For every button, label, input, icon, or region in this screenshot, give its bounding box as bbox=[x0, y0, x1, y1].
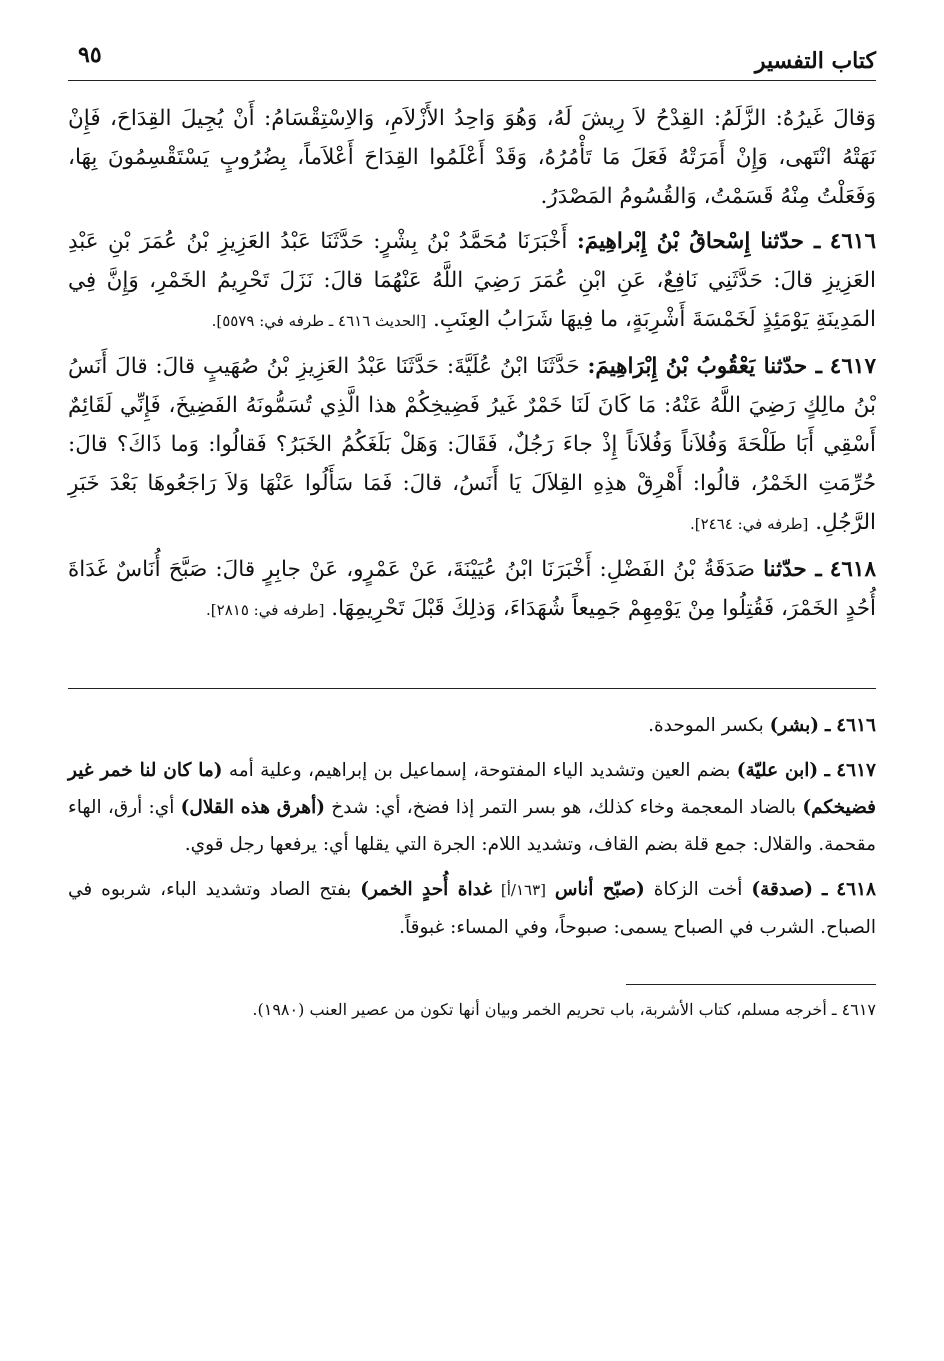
note-number: ٤٦١٨ bbox=[836, 879, 876, 900]
note-term: (بشر) bbox=[769, 715, 820, 736]
footnote-number: ٤٦١٧ bbox=[841, 1000, 876, 1019]
note-text: بفتح الصاد وتشديد الباء، شربوه في الصباح. الشرب في الصباح يسمى: صبوحاً، وفي المساء: غبوقاً. bbox=[68, 879, 876, 938]
footnote-text: ـ أخرجه مسلم، كتاب الأشربة، باب تحريم الخمر وبيان أنها تكون من عصير العنب (١٩٨٠). bbox=[252, 1000, 837, 1019]
hadith-lead: ـ حدّثنا bbox=[763, 557, 822, 582]
footnote bbox=[68, 995, 876, 1025]
chapter-title: كتاب التفسير bbox=[754, 48, 876, 74]
hadith-lead: ـ حدّثنا يَعْقُوبُ بْنُ إِبْرَاهِيمَ: bbox=[587, 354, 822, 379]
intro-paragraph bbox=[68, 99, 876, 216]
note-term: (أهرق هذه القلال) bbox=[180, 797, 325, 818]
note-text: بالضاد المعجمة وخاء كذلك، هو بسر التمر إذا فضخ، أي: شدخ bbox=[331, 797, 797, 818]
note-term: (صدقة) bbox=[751, 879, 814, 900]
note-dash: ـ bbox=[824, 760, 830, 781]
hadith-number: ٤٦١٧ bbox=[829, 354, 876, 379]
note-number: ٤٦١٦ bbox=[836, 715, 876, 736]
note-number: ٤٦١٧ bbox=[836, 760, 876, 781]
book-page bbox=[68, 38, 876, 1338]
hadith-text: صَدَقَةُ بْنُ الفَضْلِ: أَخْبَرَنَا ابْنُ عُيَيْنَةَ، عَنْ عَمْرٍو، عَنْ جابِرٍ قالَ: صَبَّحَ أُنَاسٌ غَدَاةَ أُحُدٍ الخَمْرَ، فَقُتِلُوا مِنْ يَوْمِهِمْ جَمِيعاً شُهَدَاءَ، وَذلِكَ قَبْلَ تَحْرِيمِهَا. bbox=[68, 557, 876, 621]
hadith-reference: [طرفه في: ٢٨١٥]. bbox=[206, 601, 325, 619]
hadith-reference: [طرفه في: ٢٤٦٤]. bbox=[689, 515, 809, 533]
note-text: أي: أرق، الهاء مقحمة. والقلال: جمع قلة بضم القاف، وتشديد اللام: الجرة التي يقلها أي: يرفعها رجل قوي. bbox=[68, 797, 876, 855]
note-text: بكسر الموحدة. bbox=[648, 715, 764, 736]
page-header bbox=[68, 38, 876, 81]
note-term: (ابن عليّة) bbox=[736, 760, 819, 781]
note-dash: ـ bbox=[821, 879, 828, 900]
commentary-separator bbox=[68, 688, 876, 689]
intro-text: وَقالَ غَيرُهُ: الزَّلَمُ: القِدْحُ لاَ رِيشَ لَهُ، وَهُوَ وَاحِدُ الأَزْلاَمِ، وَالاِسْتِقْسَامُ: أَنْ يُجِيلَ القِدَاحَ، فَإِنْ نَهَتْهُ انْتَهى، وَإِنْ أَمَرَتْهُ فَعَلَ مَا تَأْمُرُهُ، وَقَدْ أَعْلَمُوا القِدَاحَ أَعْلاَماً، بِضُرُوبٍ يَسْتَقْسِمُونَ بِهَا، وَفَعَلْتُ مِنْهُ قَسَمْتُ، وَالقُسُومُ المَصْدَرُ. bbox=[68, 106, 876, 209]
hadith-text: حَدَّثَنَا ابْنُ عُلَيَّةَ: حَدَّثَنَا عَبْدُ العَزِيزِ بْنُ صُهَيبٍ قالَ: قالَ أَنَسُ بْنُ مالِكٍ رَضِيَ اللَّهُ عَنْهُ: مَا كَانَ لَنَا خَمْرٌ غَيرُ فَضِيخِكُمْ هذا الَّذِي تُسَمُّونَهُ الفَضِيخَ، فَإِنِّي لَقَائِمٌ أَسْقِي أَبَا طَلْحَةَ وَفُلاَناً وَفُلاَناً إِذْ جاءَ رَجُلٌ، فَقَالَ: وَهَلْ بَلَغَكُمُ الخَبَرُ؟ فَقالُوا: وَما ذَاكَ؟ قالَ: حُرِّمَتِ الخَمْرُ، قالُوا: أَهْرِقْ هذِهِ القِلاَلَ يَا أَنَسُ، قالَ: فَمَا سَأَلُوا عَنْهَا وَلاَ رَاجَعُوهَا بَعْدَ خَبَرِ الرَّجُلِ. bbox=[68, 354, 876, 535]
note-term: (صبّح أناس bbox=[554, 879, 645, 900]
note-text: بضم العين وتشديد الياء المفتوحة، إسماعيل بن إبراهيم، وعلية أمه bbox=[228, 760, 731, 781]
hadith-lead: ـ حدّثنا إِسْحاقُ بْنُ إِبْراهِيمَ: bbox=[576, 229, 821, 254]
hadith-4617 bbox=[68, 347, 876, 544]
hadith-text: أَخْبَرَنَا مُحَمَّدُ بْنُ بِشْرٍ: حَدَّثَنَا عَبْدُ العَزِيزِ بْنُ عُمَرَ بْنِ عَبْدِ العَزِيزِ قالَ: حَدَّثَنِي نَافِعٌ، عَنِ ابْنِ عُمَرَ رَضِيَ اللَّهُ عَنْهُمَا قالَ: نَزَلَ تَحْرِيمُ الخَمْرِ، وَإِنَّ فِي المَدِينَةِ يَوْمَئِذٍ لَخَمْسَةَ أَشْرِبَةٍ، ما فِيهَا شَرَابُ العِنَبِ. bbox=[68, 229, 876, 332]
hadith-number: ٤٦١٦ bbox=[829, 229, 876, 254]
note-4616 bbox=[68, 707, 876, 744]
hadith-number: ٤٦١٨ bbox=[829, 557, 876, 582]
manuscript-reference: [١٦٣/أ] bbox=[500, 881, 546, 899]
note-term: غداة أُحدٍ الخمر) bbox=[360, 879, 492, 900]
note-4617 bbox=[68, 752, 876, 863]
hadith-reference: [الحديث ٤٦١٦ ـ طرفه في: ٥٥٧٩]. bbox=[211, 312, 427, 330]
page-number: ٩٥ bbox=[78, 42, 102, 68]
hadith-4618 bbox=[68, 550, 876, 630]
footnote-separator bbox=[626, 984, 876, 985]
commentary bbox=[68, 707, 876, 946]
main-text bbox=[68, 99, 876, 630]
note-dash: ـ bbox=[824, 715, 831, 736]
note-4618 bbox=[68, 871, 876, 946]
note-text: أخت الزكاة bbox=[653, 879, 743, 900]
note-term: (ما كان لنا خمر غير فضيخكم) bbox=[68, 760, 877, 818]
hadith-4616 bbox=[68, 222, 876, 341]
